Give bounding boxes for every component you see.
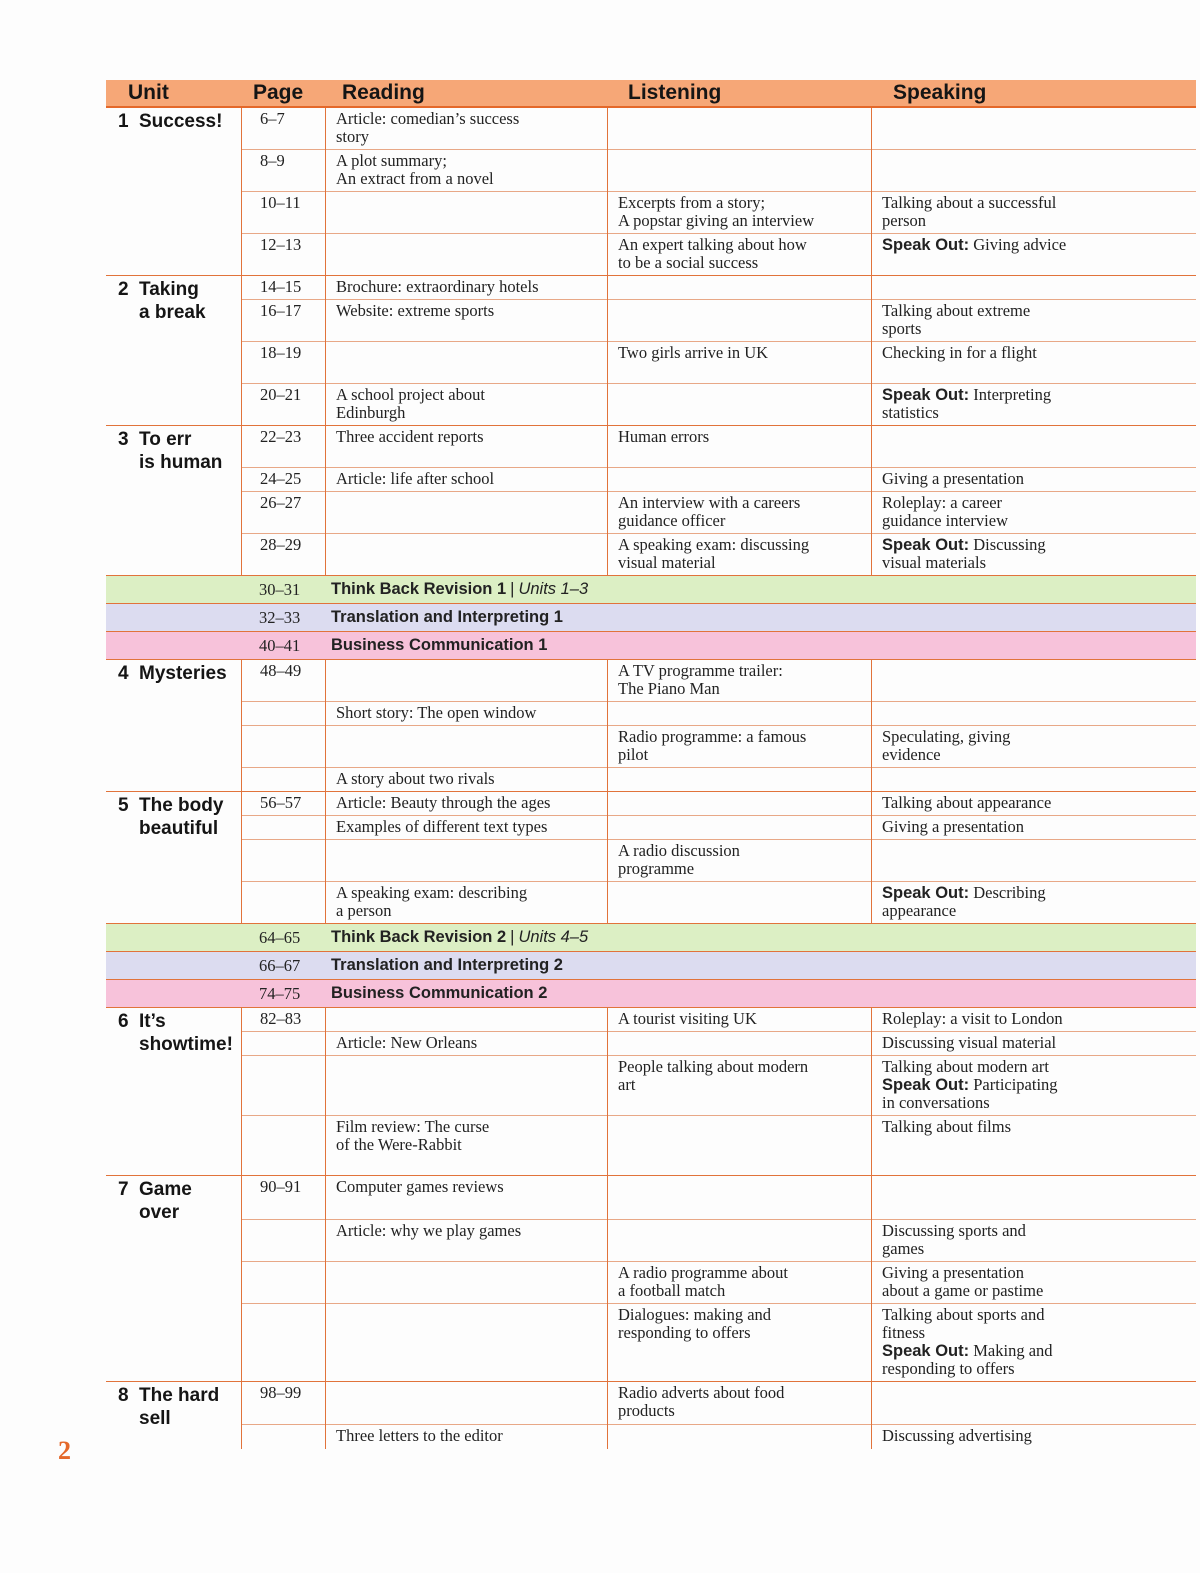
page-cell: 48–49 — [241, 660, 325, 702]
listening-cell: A radio discussion programme — [607, 840, 871, 882]
speaking-text: Discussing sports and games — [882, 1221, 1026, 1258]
unit-group — [106, 1176, 1196, 1382]
listening-cell — [607, 1425, 871, 1449]
listening-cell: People talking about modern art — [607, 1056, 871, 1116]
page-cell: 6–7 — [241, 108, 325, 150]
table-row — [106, 426, 1196, 468]
speaking-cell — [871, 1425, 1196, 1449]
listening-cell: Human errors — [607, 426, 871, 468]
speaking-cell — [871, 1176, 1196, 1220]
band-page: 32–33 — [259, 608, 301, 627]
speaking-text: Discussing visual materials — [882, 535, 1046, 572]
unit-title: Game over — [139, 1179, 192, 1223]
reading-cell: Article: Beauty through the ages — [325, 792, 607, 816]
page-cell — [241, 816, 325, 840]
speaking-cell — [871, 1032, 1196, 1056]
listening-cell: Dialogues: making and responding to offers — [607, 1304, 871, 1382]
speaking-text: Talking about a successful person — [882, 193, 1057, 230]
speak-out-label: Speak Out: — [882, 1342, 970, 1360]
speaking-cell — [871, 1262, 1196, 1304]
reading-cell — [325, 1304, 607, 1382]
listening-cell — [607, 1032, 871, 1056]
table-row — [106, 1304, 1196, 1382]
table-row — [106, 660, 1196, 702]
speaking-cell — [871, 768, 1196, 792]
unit-title: It’s showtime! — [139, 1011, 233, 1055]
table-row — [106, 1056, 1196, 1116]
table-row — [106, 816, 1196, 840]
page-cell: 10–11 — [241, 192, 325, 234]
speaking-cell — [871, 840, 1196, 882]
header-listening: Listening — [628, 81, 722, 104]
speaking-cell — [871, 792, 1196, 816]
header-unit: Unit — [128, 81, 169, 104]
listening-cell — [607, 816, 871, 840]
listening-cell — [607, 1176, 871, 1220]
speaking-text: Talking about films — [882, 1117, 1011, 1136]
band-title-text: Translation and Interpreting 1 — [331, 608, 563, 626]
page-cell: 22–23 — [241, 426, 325, 468]
speaking-text: Roleplay: a career guidance interview — [882, 493, 1008, 530]
reading-cell: A speaking exam: describing a person — [325, 882, 607, 924]
page-cell: 12–13 — [241, 234, 325, 276]
contents-table — [106, 80, 1196, 1449]
page-cell — [241, 1425, 325, 1449]
band-divider: | — [510, 928, 515, 946]
reading-cell: Computer games reviews — [325, 1176, 607, 1220]
page-cell: 20–21 — [241, 384, 325, 426]
speaking-cell — [871, 492, 1196, 534]
speaking-cell — [871, 426, 1196, 468]
table-row — [106, 234, 1196, 276]
speak-out-label: Speak Out: — [882, 386, 970, 404]
table-row — [106, 384, 1196, 426]
unit-number: 8 — [118, 1385, 129, 1406]
unit-title: The hard sell — [139, 1385, 220, 1429]
band-title — [331, 952, 563, 979]
band-title-text: Translation and Interpreting 2 — [331, 956, 563, 974]
unit-group — [106, 1008, 1196, 1176]
revision-band — [106, 632, 1196, 660]
unit-title: Mysteries — [139, 663, 227, 684]
band-title — [331, 604, 563, 631]
reading-cell — [325, 660, 607, 702]
page-cell: 8–9 — [241, 150, 325, 192]
listening-cell: Radio adverts about food products — [607, 1382, 871, 1425]
table-row — [106, 468, 1196, 492]
band-page: 74–75 — [259, 984, 301, 1003]
page-cell: 24–25 — [241, 468, 325, 492]
reading-cell — [325, 1262, 607, 1304]
speaking-text: Interpreting statistics — [882, 385, 1052, 422]
unit-number: 7 — [118, 1179, 129, 1200]
table-row — [106, 534, 1196, 576]
listening-cell: Excerpts from a story; A popstar giving an interview — [607, 192, 871, 234]
speaking-text: Participating in conversations — [882, 1075, 1058, 1112]
listening-cell — [607, 1220, 871, 1262]
listening-cell — [607, 108, 871, 150]
page-cell — [241, 768, 325, 792]
speaking-cell — [871, 726, 1196, 768]
reading-cell: Three accident reports — [325, 426, 607, 468]
speaking-cell — [871, 816, 1196, 840]
listening-cell — [607, 792, 871, 816]
speaking-cell — [871, 384, 1196, 426]
speaking-cell — [871, 1304, 1196, 1382]
page-cell — [241, 1220, 325, 1262]
speaking-cell — [871, 234, 1196, 276]
reading-cell — [325, 534, 607, 576]
table-row — [106, 108, 1196, 150]
unit-title: The body beautiful — [139, 795, 224, 839]
table-row — [106, 702, 1196, 726]
page-cell: 98–99 — [241, 1382, 325, 1425]
reading-cell — [325, 342, 607, 384]
band-page: 30–31 — [259, 580, 301, 599]
header-page: Page — [253, 81, 304, 104]
band-page: 66–67 — [259, 956, 301, 975]
speaking-cell — [871, 882, 1196, 924]
speaking-cell — [871, 1008, 1196, 1032]
reading-cell — [325, 234, 607, 276]
speaking-text: Describing appearance — [882, 883, 1046, 920]
speaking-text: Talking about extreme sports — [882, 301, 1031, 338]
page-cell — [241, 702, 325, 726]
page-cell: 90–91 — [241, 1176, 325, 1220]
speaking-cell — [871, 702, 1196, 726]
band-subtitle: Units 1–3 — [518, 580, 589, 598]
band-page: 64–65 — [259, 928, 301, 947]
table-row — [106, 792, 1196, 816]
band-title — [331, 632, 547, 659]
table-row — [106, 840, 1196, 882]
page-cell — [241, 882, 325, 924]
table-row — [106, 1425, 1196, 1449]
reading-cell: Three letters to the editor — [325, 1425, 607, 1449]
reading-cell — [325, 1008, 607, 1032]
speaking-cell — [871, 1220, 1196, 1262]
listening-cell: A tourist visiting UK — [607, 1008, 871, 1032]
listening-cell — [607, 1116, 871, 1176]
listening-cell — [607, 150, 871, 192]
page-cell — [241, 1262, 325, 1304]
unit-number: 6 — [118, 1011, 129, 1032]
reading-cell: Examples of different text types — [325, 816, 607, 840]
band-page: 40–41 — [259, 636, 301, 655]
band-subtitle: Units 4–5 — [518, 928, 589, 946]
band-title — [331, 924, 588, 951]
band-title-text: Business Communication 2 — [331, 984, 548, 1002]
reading-cell: Article: comedian’s success story — [325, 108, 607, 150]
unit-number: 3 — [118, 429, 129, 450]
page-cell: 82–83 — [241, 1008, 325, 1032]
reading-cell: Short story: The open window — [325, 702, 607, 726]
speak-out-label: Speak Out: — [882, 236, 970, 254]
speaking-text: Giving a presentation — [882, 817, 1025, 836]
listening-cell: Radio programme: a famous pilot — [607, 726, 871, 768]
speaking-text: Speculating, giving evidence — [882, 727, 1011, 764]
table-row — [106, 1220, 1196, 1262]
speak-out-label: Speak Out: — [882, 884, 970, 902]
table-row — [106, 882, 1196, 924]
reading-cell — [325, 492, 607, 534]
table-row — [106, 342, 1196, 384]
reading-cell — [325, 1056, 607, 1116]
table-row — [106, 492, 1196, 534]
listening-cell: An expert talking about how to be a social success — [607, 234, 871, 276]
table-header — [106, 80, 1196, 108]
page-cell — [241, 726, 325, 768]
reading-cell — [325, 840, 607, 882]
listening-cell: A speaking exam: discussing visual material — [607, 534, 871, 576]
header-speaking: Speaking — [893, 81, 987, 104]
reading-cell: A story about two rivals — [325, 768, 607, 792]
listening-cell: A TV programme trailer: The Piano Man — [607, 660, 871, 702]
unit-title: Success! — [139, 111, 223, 132]
reading-cell: Article: why we play games — [325, 1220, 607, 1262]
revision-band — [106, 576, 1196, 604]
table-row — [106, 150, 1196, 192]
table-row — [106, 768, 1196, 792]
header-reading: Reading — [342, 81, 425, 104]
page-cell: 14–15 — [241, 276, 325, 300]
speaking-cell — [871, 1116, 1196, 1176]
listening-cell — [607, 882, 871, 924]
page-cell: 18–19 — [241, 342, 325, 384]
table-body — [106, 108, 1196, 1449]
listening-cell — [607, 384, 871, 426]
speaking-cell — [871, 276, 1196, 300]
unit-group — [106, 108, 1196, 276]
speaking-cell — [871, 108, 1196, 150]
listening-cell — [607, 468, 871, 492]
table-row — [106, 1008, 1196, 1032]
unit-group — [106, 792, 1196, 924]
speaking-text: Making and responding to offers — [882, 1341, 1053, 1378]
reading-cell — [325, 192, 607, 234]
unit-number: 4 — [118, 663, 129, 684]
unit-number: 5 — [118, 795, 129, 816]
page-cell — [241, 1032, 325, 1056]
speak-out-label: Speak Out: — [882, 536, 970, 554]
revision-band — [106, 604, 1196, 632]
page-number: 2 — [58, 1436, 71, 1465]
page-cell — [241, 1056, 325, 1116]
band-title-text: Business Communication 1 — [331, 636, 548, 654]
unit-title: Taking a break — [139, 279, 206, 323]
speaking-text: Giving advice — [969, 235, 1067, 254]
speaking-topic: Talking about modern art — [882, 1057, 1050, 1076]
speaking-text: Talking about appearance — [882, 793, 1052, 812]
table-row — [106, 1176, 1196, 1220]
page-cell — [241, 1116, 325, 1176]
listening-cell — [607, 300, 871, 342]
band-title — [331, 576, 588, 603]
speaking-text: Roleplay: a visit to London — [882, 1009, 1063, 1028]
reading-cell: Article: New Orleans — [325, 1032, 607, 1056]
revision-band — [106, 924, 1196, 952]
band-divider: | — [510, 580, 515, 598]
reading-cell: A plot summary; An extract from a novel — [325, 150, 607, 192]
unit-group — [106, 1382, 1196, 1449]
band-title-text: Think Back Revision 1 — [331, 580, 507, 598]
speaking-cell — [871, 660, 1196, 702]
table-row — [106, 300, 1196, 342]
unit-title: To err is human — [139, 429, 223, 473]
listening-cell: A radio programme about a football match — [607, 1262, 871, 1304]
reading-cell — [325, 1382, 607, 1425]
page-cell — [241, 840, 325, 882]
table-row — [106, 1032, 1196, 1056]
speaking-cell — [871, 192, 1196, 234]
speaking-text: Giving a presentation about a game or pastime — [882, 1263, 1044, 1300]
table-row — [106, 192, 1196, 234]
speaking-cell — [871, 150, 1196, 192]
speaking-cell — [871, 1056, 1196, 1116]
page-cell: 26–27 — [241, 492, 325, 534]
speaking-cell — [871, 534, 1196, 576]
page-cell: 16–17 — [241, 300, 325, 342]
reading-cell — [325, 726, 607, 768]
speak-out-label: Speak Out: — [882, 1076, 970, 1094]
table-row — [106, 1262, 1196, 1304]
speaking-text: Discussing advertising — [882, 1426, 1032, 1445]
page-cell — [241, 1304, 325, 1382]
speaking-text: Checking in for a flight — [882, 343, 1037, 362]
speaking-topic: Talking about sports and fitness — [882, 1305, 1045, 1342]
table-row — [106, 726, 1196, 768]
table-row — [106, 1382, 1196, 1425]
band-title-text: Think Back Revision 2 — [331, 928, 507, 946]
listening-cell — [607, 276, 871, 300]
reading-cell: Website: extreme sports — [325, 300, 607, 342]
table-row — [106, 1116, 1196, 1176]
speaking-text: Giving a presentation — [882, 469, 1025, 488]
speaking-cell — [871, 342, 1196, 384]
reading-cell: Brochure: extraordinary hotels — [325, 276, 607, 300]
speaking-cell — [871, 1382, 1196, 1425]
reading-cell: Film review: The curse of the Were-Rabbit — [325, 1116, 607, 1176]
revision-band — [106, 952, 1196, 980]
unit-number: 1 — [118, 111, 129, 132]
listening-cell — [607, 702, 871, 726]
revision-band — [106, 980, 1196, 1008]
unit-number: 2 — [118, 279, 129, 300]
page-cell: 28–29 — [241, 534, 325, 576]
listening-cell — [607, 768, 871, 792]
speaking-cell — [871, 468, 1196, 492]
page-cell: 56–57 — [241, 792, 325, 816]
band-title — [331, 980, 547, 1007]
unit-group — [106, 276, 1196, 426]
unit-group — [106, 660, 1196, 792]
speaking-cell — [871, 300, 1196, 342]
speaking-text: Discussing visual material — [882, 1033, 1057, 1052]
reading-cell: A school project about Edinburgh — [325, 384, 607, 426]
listening-cell: Two girls arrive in UK — [607, 342, 871, 384]
reading-cell: Article: life after school — [325, 468, 607, 492]
table-row — [106, 276, 1196, 300]
unit-group — [106, 426, 1196, 576]
listening-cell: An interview with a careers guidance officer — [607, 492, 871, 534]
